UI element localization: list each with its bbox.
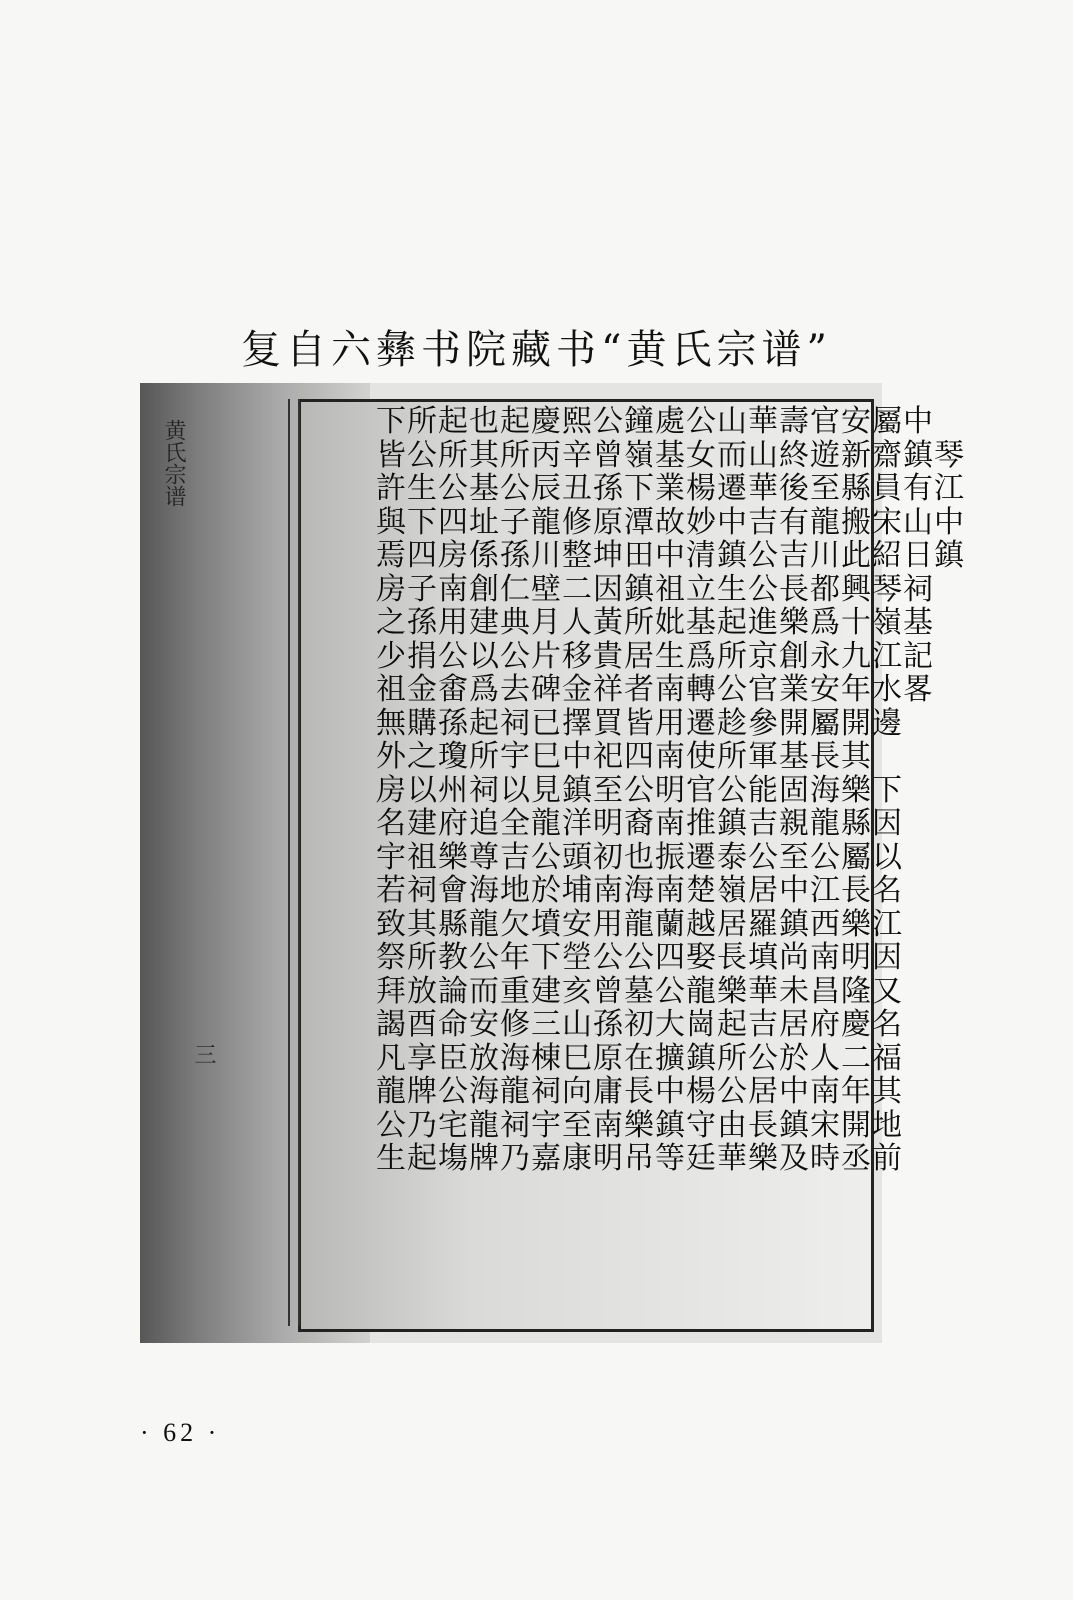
text-line: 之孫用建典月人黃所妣基起進樂爲十嶺基 [376,605,934,640]
text-line: 名建府追全龍洋明裔南推鎮吉親龍縣因 [376,806,903,841]
page-number: · 62 · [140,1418,221,1447]
text-line: 生起塲牌乃嘉康明吊等廷華樂及時丞前 [376,1141,903,1176]
text-line: 公乃宅龍祠宇至南樂鎮守由長鎮宋開地 [376,1107,903,1143]
text-line: 房子南創仁壁二因鎮祖立生公長都興琴祠 [376,571,934,607]
text-line: 外之瓊所宇巳中祀四南使所軍基長其 [376,739,872,774]
text-line: 宇祖樂尊吉公頭初也振遷泰公至公屬以 [376,839,903,875]
scan-column-rule [288,399,290,1326]
text-line: 凡享臣放海棟巳原在擴鎮所公於人二福 [376,1040,903,1076]
text-line: 謁酉命安修三山孫初大崗起吉居府慶名 [376,1007,903,1042]
text-line: 拜放論而重建亥曾墓公龍樂華未昌隆又 [376,973,903,1009]
text-line: 祖金畬爲去碑金祥者南轉公官業安年水畧 [376,672,934,707]
text-line: 若祠會海地於埔南海南楚嶺居中江長名 [376,873,903,908]
text-line: 與下四址子龍修原潭故妙中吉有龍搬宋山中 [376,504,965,540]
text-line: 龍牌公海龍祠向庸長中楊公居中南年其 [376,1074,903,1109]
text-line: 房以州祠以見鎮至公明官公能固海樂下 [376,772,903,808]
text-line: 少捐公以公片移貴居生爲所京創永九江記 [376,638,934,674]
text-line: 焉四房係孫川整坤田中清鎮公吉川此紹日鎮 [376,538,965,573]
scan-side-label: 黄氏宗谱 [161,419,186,507]
text-line: 許生公基公辰丑孫下業楊遷華後至縣員有江 [376,471,965,506]
scanned-genealogy-page [140,383,965,1343]
text-line: 下所起也起慶熙公鐘處公山華壽官安屬中 [376,404,934,439]
page-caption: 复自六彝书院藏书“黄氏宗谱” [241,327,832,373]
scan-column-rule [298,399,300,1326]
text-line: 無購孫起祠已擇買皆用遷趁參開屬開邊 [376,705,903,741]
text-line: 致其縣龍欠墳安用龍蘭越居羅鎮西樂江 [376,906,903,942]
scan-side-label-bottom: 三 [191,1043,216,1065]
text-line: 皆公所其所丙辛曾嶺基女而山終遊新齋鎮琴 [376,437,965,473]
text-line: 祭所教公年下塋公公四娶長填尚南明因 [376,940,903,975]
genealogy-text-block [376,404,965,1315]
